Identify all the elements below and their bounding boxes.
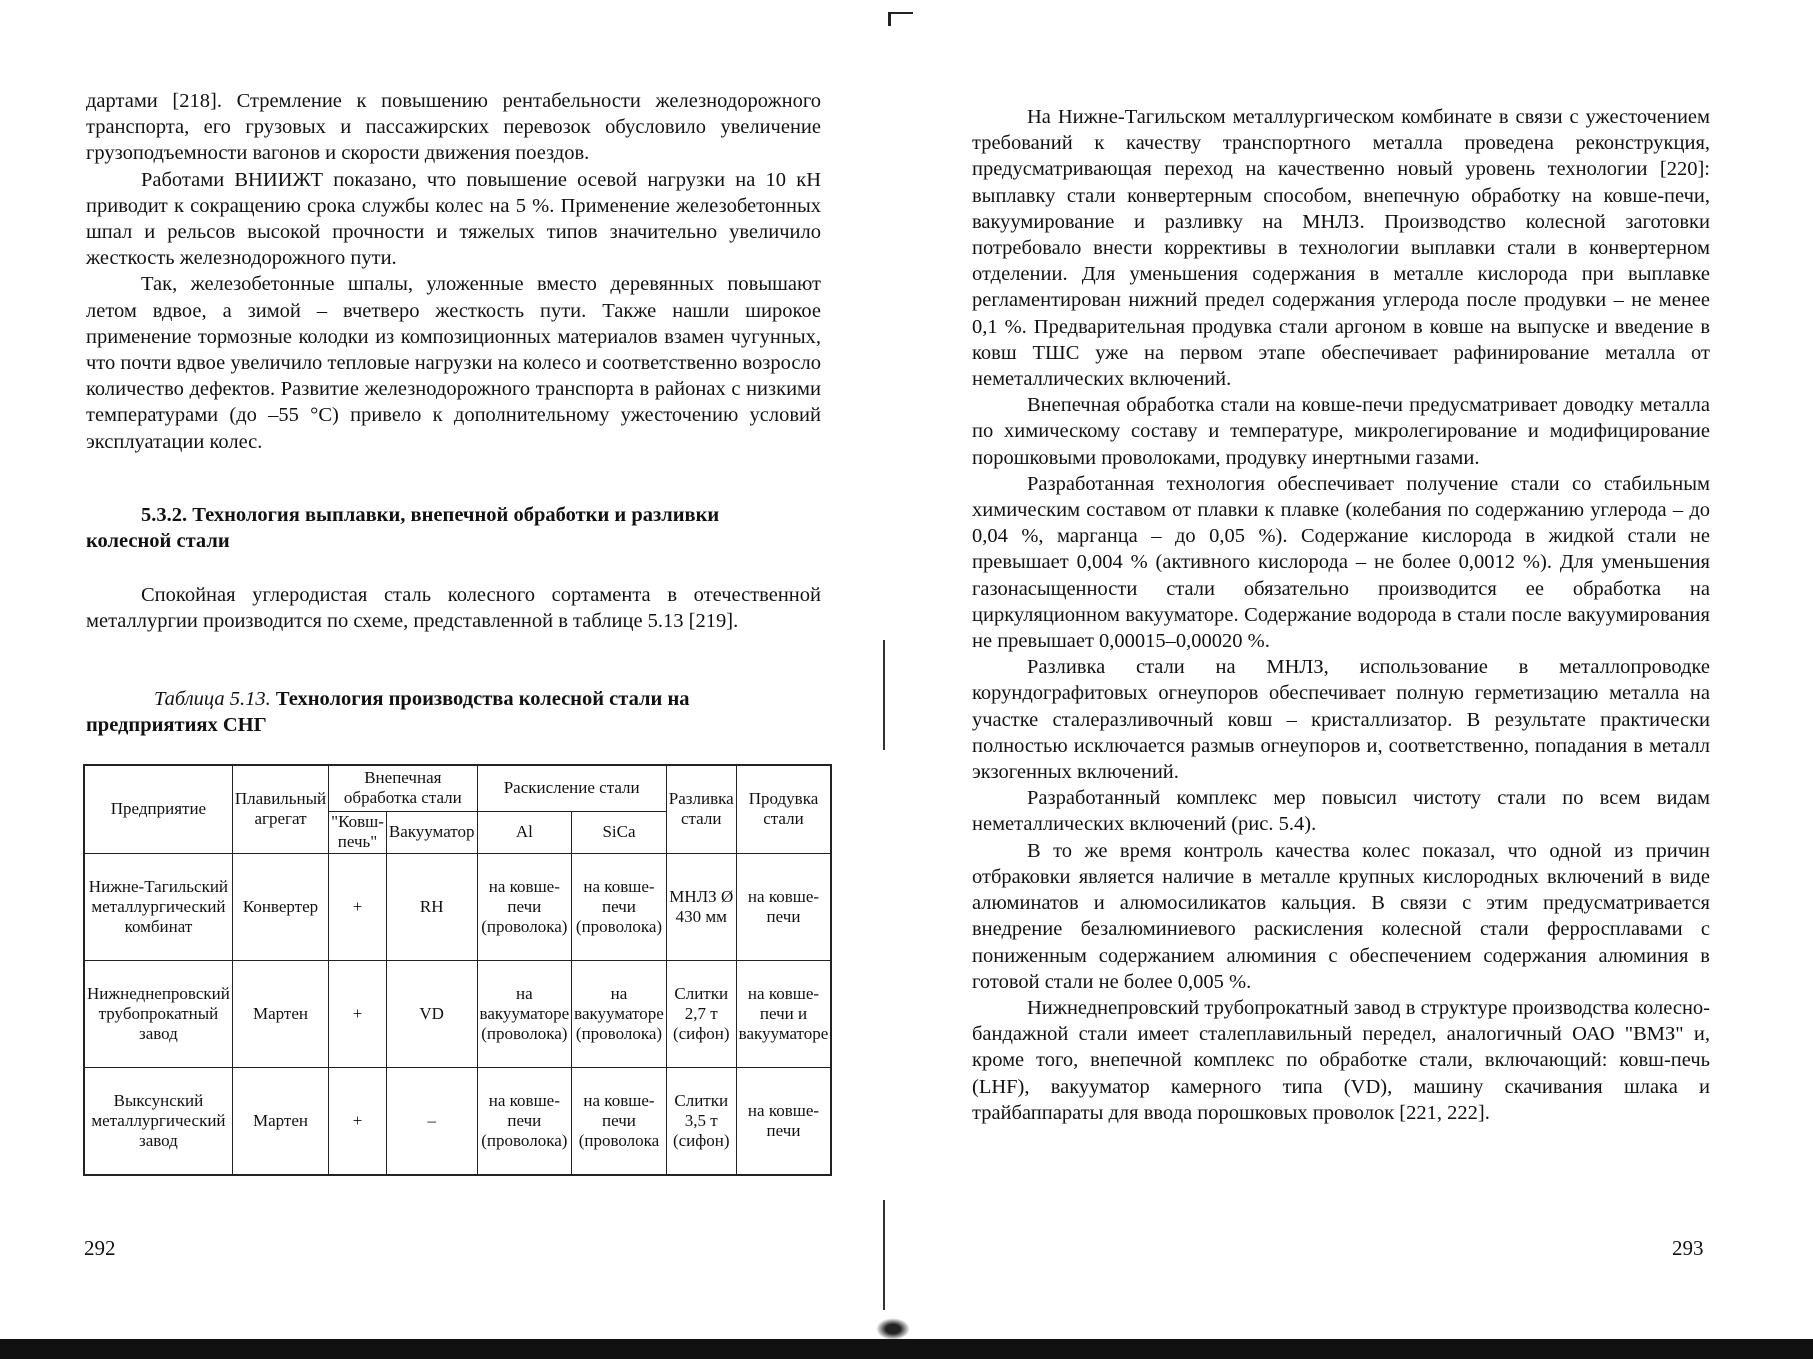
table-cell: на ковше-печи (проволока <box>572 1067 667 1175</box>
paragraph: Работами ВНИИЖТ показано, что повышение осевой нагрузки на 10 кН приводит к сокращению срока службы колес на 5 %. Применение железобетонных шпал и рельсов высокой прочности и тяжелых типов значительно увеличило жесткость железнодорожного пути. <box>86 168 821 270</box>
page-number: 292 <box>84 1236 116 1260</box>
table-cell: на ковше-печи и вакууматоре <box>736 960 831 1067</box>
table-cell: МНЛЗ Ø 430 мм <box>666 853 736 960</box>
table-cell: Мартен <box>232 960 328 1067</box>
table-cell: Слитки 2,7 т (сифон) <box>666 960 736 1067</box>
binding-blot <box>876 1318 910 1340</box>
paragraph: Разработанная технология обеспечивает получение стали со стабильным химическим составом от плавки к плавке (колебания по содержанию углерода – до 0,04 %, марганца – до 0,05 %). Содержание кислорода в жидкой стали не превышает 0,004 % (активного кислорода – не более 0,0012 %). Для уменьшения газонасыщенности стали обязательно производится ее обработка на циркуляционном вакууматоре. Содержание водорода в стали после вакуумирования не превышает 0,00015–0,00020 %. <box>972 472 1710 653</box>
header-furnace: Плавильный агрегат <box>232 765 328 853</box>
paragraph: Разливка стали на МНЛЗ, использование в металлопроводке корундографитовых огнеупоров обеспечивает полную герметизацию металла на участке сталеразливочный ковш – кристаллизатор. В результате практически полностью исключается размыв огнеупоров и, соответственно, попадания в металл экзогенных включений. <box>972 656 1710 784</box>
paragraph: Нижнеднепровский трубопрокатный завод в структуре производства колесно-бандажной стали имеет сталеплавильный передел, аналогичный ОАО "ВМЗ" и, кроме того, внепечной комплекс по обработке стали, включающий: ковш-печь (LHF), вакууматор камерного типа (VD), машину скачивания шлака и трайбаппараты для ввода порошковых проволок [221, 222]. <box>972 996 1710 1124</box>
header-vacuum: Вакууматор <box>386 811 477 853</box>
table-cell: + <box>329 853 387 960</box>
table-cell: Нижнеднепровский трубопрокатный завод <box>84 960 232 1067</box>
table-cell: VD <box>386 960 477 1067</box>
section-heading-line: колесной стали <box>86 530 230 552</box>
section-text <box>86 582 821 634</box>
table-cell: Конвертер <box>232 853 328 960</box>
section-heading <box>86 502 821 554</box>
header-sica: SiCa <box>572 811 667 853</box>
paragraph: Так, железобетонные шпалы, уложенные вместо деревянных повышают летом вдвое, а зимой – вчетверо жесткость пути. Также нашли широкое применение тормозные колодки из композиционных материалов взамен чугунных, что почти вдвое увеличило тепловые нагрузки на колесо и соответственно возросло количество дефектов. Развитие железнодорожного транспорта в районах с низкими температурами (до –55 °С) привело к дополнительному ужесточению условий эксплуатации колес. <box>86 273 821 453</box>
gutter-line <box>883 640 885 750</box>
steel-technology-table <box>83 764 832 1176</box>
table-cell: Нижне-Тагильский металлургический комбинат <box>84 853 232 960</box>
header-blowing: Продувка стали <box>736 765 831 853</box>
header-ladle-furnace: "Ковш-печь" <box>329 811 387 853</box>
scan-bottom-edge <box>0 1339 1813 1359</box>
paragraph: Внепечная обработка стали на ковше-печи предусматривает доводку металла по химическому составу и температуре, микролегирование и модифицирование порошковыми проволоками, продувку инертными газами. <box>972 394 1710 469</box>
table-row <box>84 960 831 1067</box>
table-row <box>84 853 831 960</box>
table-cell: на ковше-печи (проволока) <box>477 1067 572 1175</box>
table-caption-title: Технология производства колесной стали на предприятиях СНГ <box>86 688 690 736</box>
page-number: 293 <box>1672 1236 1704 1260</box>
gutter-line <box>883 1200 885 1310</box>
table-cell: RH <box>386 853 477 960</box>
table-cell: на ковше-печи <box>736 853 831 960</box>
table-cell: + <box>329 960 387 1067</box>
table-cell: на ковше-печи <box>736 1067 831 1175</box>
paragraph: дартами [218]. Стремление к повышению рентабельности железнодорожного транспорта, его грузовых и пассажирских перевозок обусловило увеличение грузоподъемности вагонов и скорости движения поездов. <box>86 90 821 165</box>
paragraph: В то же время контроль качества колес показал, что одной из причин отбраковки является наличие в металле крупных кислородных включений в виде алюминатов и алюмосиликатов кальция. В связи с этим предусматривается внедрение безалюминиевого раскисления колесной стали ферросплавами с пониженным содержанием алюминия с обеспечением содержания алюминия в готовой стали не более 0,005 %. <box>972 839 1710 993</box>
paragraph: Спокойная углеродистая сталь колесного сортамента в отечественной металлургии производится по схеме, представленной в таблице 5.13 [219]. <box>86 584 821 633</box>
table-cell: на ковше-печи (проволока) <box>572 853 667 960</box>
left-page <box>0 0 906 1359</box>
table-row <box>84 1067 831 1175</box>
table-cell: Слитки 3,5 т (сифон) <box>666 1067 736 1175</box>
table-caption-number: Таблица 5.13. <box>154 688 271 710</box>
paragraph: На Нижне-Тагильском металлургическом комбинате в связи с ужесточением требований к качеству транспортного металла проведена реконструкция, предусматривающая переход на качественно новый уровень технологии [220]: выплавку стали конвертерным способом, внепечную обработку на ковше-печи, вакуумирование и разливку на МНЛЗ. Производство колесной заготовки потребовало внести коррективы в технологии выплавки стали в конвертерном отделении. Для уменьшения содержания в металле кислорода при выплавке регламентирован нижний предел содержания углерода после продувки – не менее 0,1 %. Предварительная продувка стали аргоном в ковше на выпуске и введение в ковш ТШС уже на первом этапе обеспечивает рафинирование металла от неметаллических включений. <box>972 106 1710 391</box>
table-cell: + <box>329 1067 387 1175</box>
header-deoxidation: Раскисление стали <box>477 765 666 811</box>
right-page <box>906 0 1813 1359</box>
section-heading-line: 5.3.2. Технология выплавки, внепечной обработки и разливки <box>141 504 720 526</box>
header-al: Al <box>477 811 572 853</box>
right-body-text <box>972 104 1710 1126</box>
paragraph: Разработанный комплекс мер повысил чистоту стали по всем видам неметаллических включений (рис. 5.4). <box>972 787 1710 836</box>
table-cell: Мартен <box>232 1067 328 1175</box>
table-cell: на ковше-печи (проволока) <box>477 853 572 960</box>
table-cell: Выксунский металлургический завод <box>84 1067 232 1175</box>
table-caption <box>86 686 821 738</box>
left-intro-text <box>86 88 821 455</box>
header-enterprise: Предприятие <box>84 765 232 853</box>
table-cell: на вакууматоре (проволока) <box>572 960 667 1067</box>
scan-corner-mark <box>888 12 913 26</box>
table-cell: на вакууматоре (проволока) <box>477 960 572 1067</box>
header-secondary-treatment: Внепечная обработка стали <box>329 765 477 811</box>
table-cell: – <box>386 1067 477 1175</box>
header-casting: Разливка стали <box>666 765 736 853</box>
